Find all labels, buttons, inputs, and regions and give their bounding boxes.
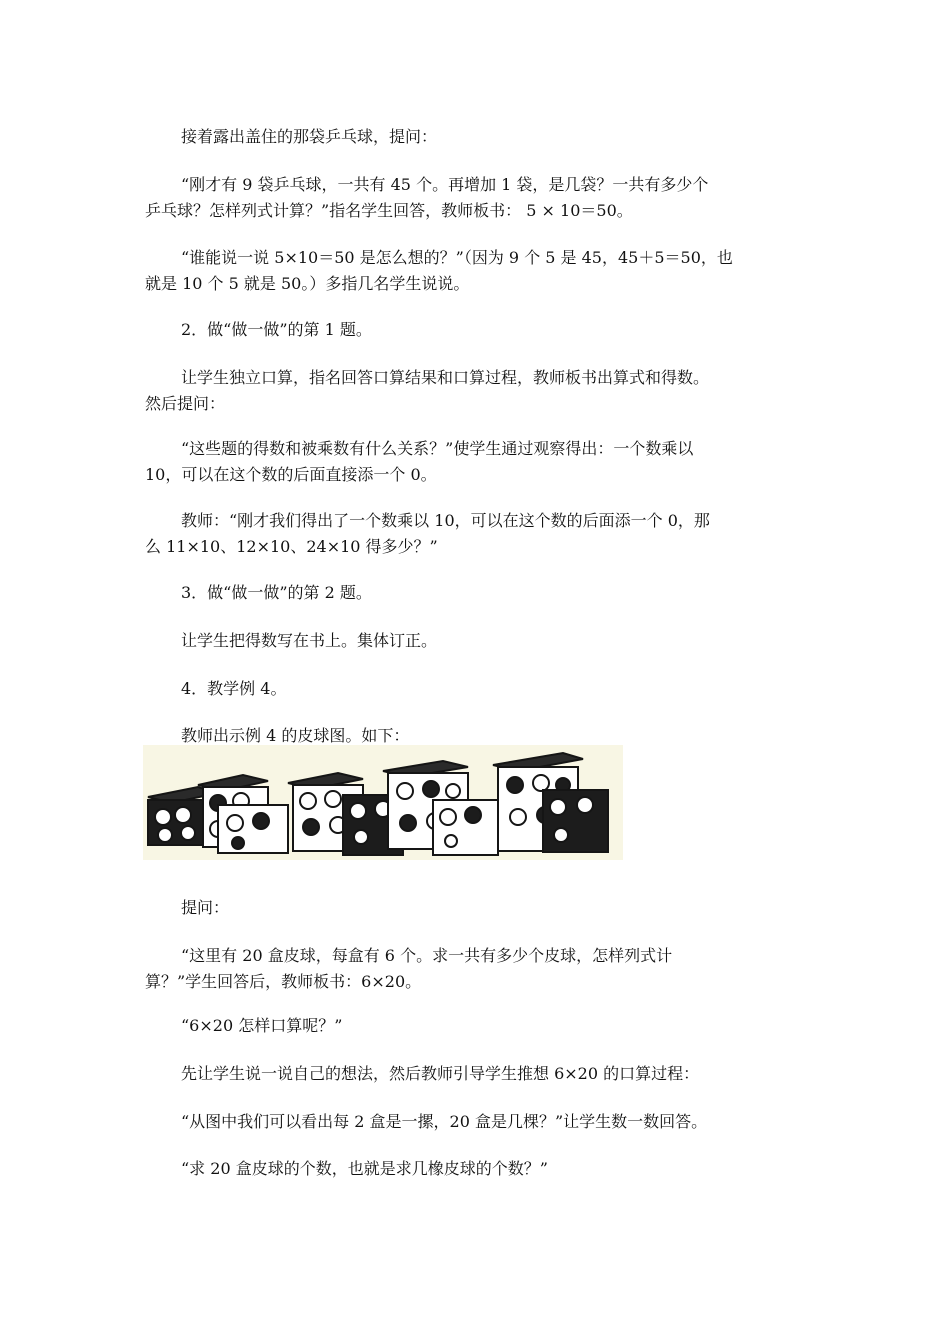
paragraph-14 [145, 1013, 810, 1039]
paragraph-10 [145, 676, 810, 702]
text-line: 先让学生说一说自己的想法，然后教师引导学生推想 6×20 的口算过程： [181, 1064, 700, 1083]
text-line: 么 11×10、12×10、24×10 得多少？” [145, 537, 438, 556]
paragraph-1 [145, 124, 810, 150]
text-line: 4．教学例 4。 [181, 679, 287, 698]
paragraph-8 [145, 580, 810, 606]
text-line: “这里有 20 盒皮球，每盒有 6 个。求一共有多少个皮球，怎样列式计 [181, 946, 673, 965]
paragraph-17 [145, 1156, 810, 1182]
text-line: “求 20 盒皮球的个数，也就是求几橡皮球的个数？” [181, 1159, 548, 1178]
text-line: “刚才有 9 袋乒乓球，一共有 45 个。再增加 1 袋，是几袋？一共有多少个 [181, 175, 709, 194]
text-line: “这些题的得数和被乘数有什么关系？”使学生通过观察得出：一个数乘以 [181, 439, 694, 458]
paragraph-13 [145, 943, 810, 995]
paragraph-2 [145, 172, 810, 224]
paragraph-16 [145, 1109, 810, 1135]
text-line: 3．做“做一做”的第 2 题。 [181, 583, 372, 602]
paragraph-5 [145, 365, 810, 417]
text-line: 就是 10 个 5 就是 50。）多指几名学生说说。 [145, 274, 470, 293]
text-line: “6×20 怎样口算呢？” [181, 1016, 343, 1035]
paragraph-6 [145, 436, 810, 488]
text-line: 2．做“做一做”的第 1 题。 [181, 320, 372, 339]
text-line: 教师出示例 4 的皮球图。如下： [181, 726, 410, 745]
text-line: 算？”学生回答后，教师板书：6×20。 [145, 972, 422, 991]
ball-boxes-illustration [143, 745, 623, 860]
text-line: 让学生独立口算，指名回答口算结果和口算过程，教师板书出算式和得数。 [181, 368, 710, 387]
text-line: 提问： [181, 898, 230, 917]
text-line: 然后提问： [145, 394, 226, 413]
paragraph-4 [145, 317, 810, 343]
paragraph-15 [145, 1061, 810, 1087]
text-line: “谁能说一说 5×10＝50 是怎么想的？”（因为 9 个 5 是 45，45＋5＝50，也 [181, 248, 733, 267]
text-line: 接着露出盖住的那袋乒乓球，提问： [181, 127, 438, 146]
paragraph-3 [145, 245, 810, 297]
paragraph-12 [145, 895, 810, 921]
paragraph-7 [145, 508, 810, 560]
text-line: “从图中我们可以看出每 2 盒是一摞，20 盒是几棵？”让学生数一数回答。 [181, 1112, 708, 1131]
paragraph-9 [145, 628, 810, 654]
text-line: 10，可以在这个数的后面直接添一个 0。 [145, 465, 437, 484]
text-line: 乒乓球？怎样列式计算？”指名学生回答，教师板书： 5 × 10＝50。 [145, 201, 633, 220]
text-line: 让学生把得数写在书上。集体订正。 [181, 631, 438, 650]
text-line: 教师：“刚才我们得出了一个数乘以 10，可以在这个数的后面添一个 0，那 [181, 511, 710, 530]
